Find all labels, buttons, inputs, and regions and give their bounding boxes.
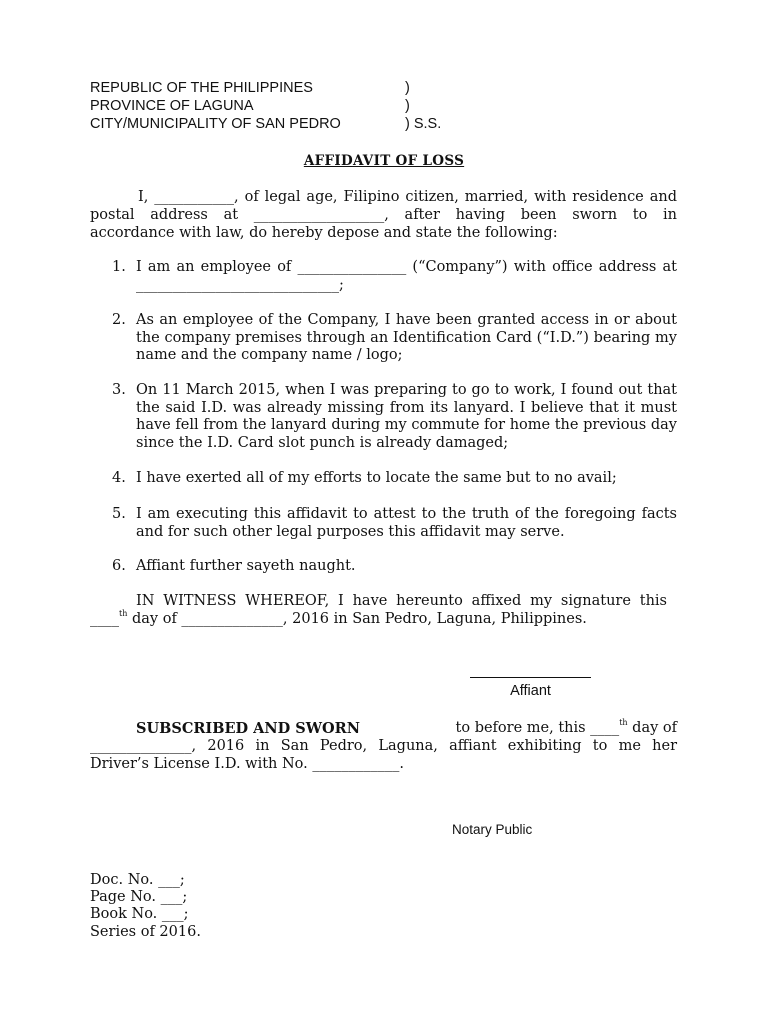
affiant-signature-line xyxy=(470,677,591,678)
header-line-republic xyxy=(90,79,410,97)
item-2-line-3: name and the company name / logo; xyxy=(136,347,403,363)
item-number: 4. xyxy=(112,470,126,486)
item-number: 1. xyxy=(112,259,126,275)
series: Series of 2016. xyxy=(90,924,201,940)
item-2-line-2: the company premises through an Identification Card (“I.D.”) bearing my xyxy=(136,329,677,346)
header-paren-2: ) xyxy=(405,98,410,114)
subscribed-line-2: ______________, 2016 in San Pedro, Laguna, affiant exhibiting to me her xyxy=(90,738,677,754)
intro-line-2: postal address at __________________, after having been sworn to in xyxy=(90,207,677,223)
item-4-line-1: I have exerted all of my efforts to locate the same but to no avail; xyxy=(136,470,617,486)
header-province: PROVINCE OF LAGUNA xyxy=(90,98,254,114)
header-paren-3: ) S.S. xyxy=(405,116,442,132)
subscribed-line-1-rest: to before me, this ____ xyxy=(455,720,620,736)
item-number: 6. xyxy=(112,558,126,574)
item-2-line-1: As an employee of the Company, I have been granted access in or about xyxy=(136,312,677,328)
page-no: Page No. ___; xyxy=(90,889,188,905)
item-5-line-1: I am executing this affidavit to attest to the truth of the foregoing facts xyxy=(136,506,677,522)
header-line-city xyxy=(90,115,442,133)
book-no: Book No. ___; xyxy=(90,906,189,922)
header-paren-1: ) xyxy=(405,80,410,96)
subscribed-line-1 xyxy=(136,720,677,738)
item-3-line-2: the said I.D. was already missing from its lanyard. I believe that it must xyxy=(136,399,677,416)
witness-line-2-text: day of ______________, 2016 in San Pedro, Laguna, Philippines. xyxy=(127,611,587,627)
affiant-label: Affiant xyxy=(510,683,551,699)
item-6-line-1: Affiant further sayeth naught. xyxy=(136,558,356,574)
intro-line-3: accordance with law, do hereby depose and state the following: xyxy=(90,225,558,241)
item-number: 5. xyxy=(112,506,126,522)
witness-line-2 xyxy=(90,611,587,629)
witness-day-blank: ____ xyxy=(90,611,119,627)
witness-line-1: IN WITNESS WHEREOF, I have hereunto affixed my signature this xyxy=(136,593,667,609)
document-title: AFFIDAVIT OF LOSS xyxy=(303,153,465,169)
item-3-line-1: On 11 March 2015, when I was preparing to go to work, I found out that xyxy=(136,382,677,398)
item-3-line-4: since the I.D. Card slot punch is already damaged; xyxy=(136,434,509,451)
header-city: CITY/MUNICIPALITY OF SAN PEDRO xyxy=(90,116,341,132)
witness-ordinal: th xyxy=(119,609,128,618)
subscribed-line-3: Driver’s License I.D. with No. ____________. xyxy=(90,756,404,772)
item-number: 2. xyxy=(112,312,126,328)
intro-line-1: I, ___________, of legal age, Filipino citizen, married, with residence and xyxy=(138,189,677,205)
header-republic: REPUBLIC OF THE PHILIPPINES xyxy=(90,80,313,96)
item-5-line-2: and for such other legal purposes this affidavit may serve. xyxy=(136,523,565,540)
notary-public-label: Notary Public xyxy=(452,822,533,837)
header-line-province xyxy=(90,97,410,115)
subscribed-line-1-end: day of xyxy=(627,720,677,736)
subscribed-text xyxy=(456,720,677,738)
item-1-line-2: ____________________________; xyxy=(136,276,344,293)
item-3-line-3: have fell from the lanyard during my commute for home the previous day xyxy=(136,417,677,433)
item-number: 3. xyxy=(112,382,126,398)
subscribed-ordinal: th xyxy=(619,718,628,727)
item-1-line-1: I am an employee of _______________ (“Company”) with office address at xyxy=(136,259,677,275)
doc-no: Doc. No. ___; xyxy=(90,872,185,888)
subscribed-bold: SUBSCRIBED AND SWORN xyxy=(136,720,360,737)
